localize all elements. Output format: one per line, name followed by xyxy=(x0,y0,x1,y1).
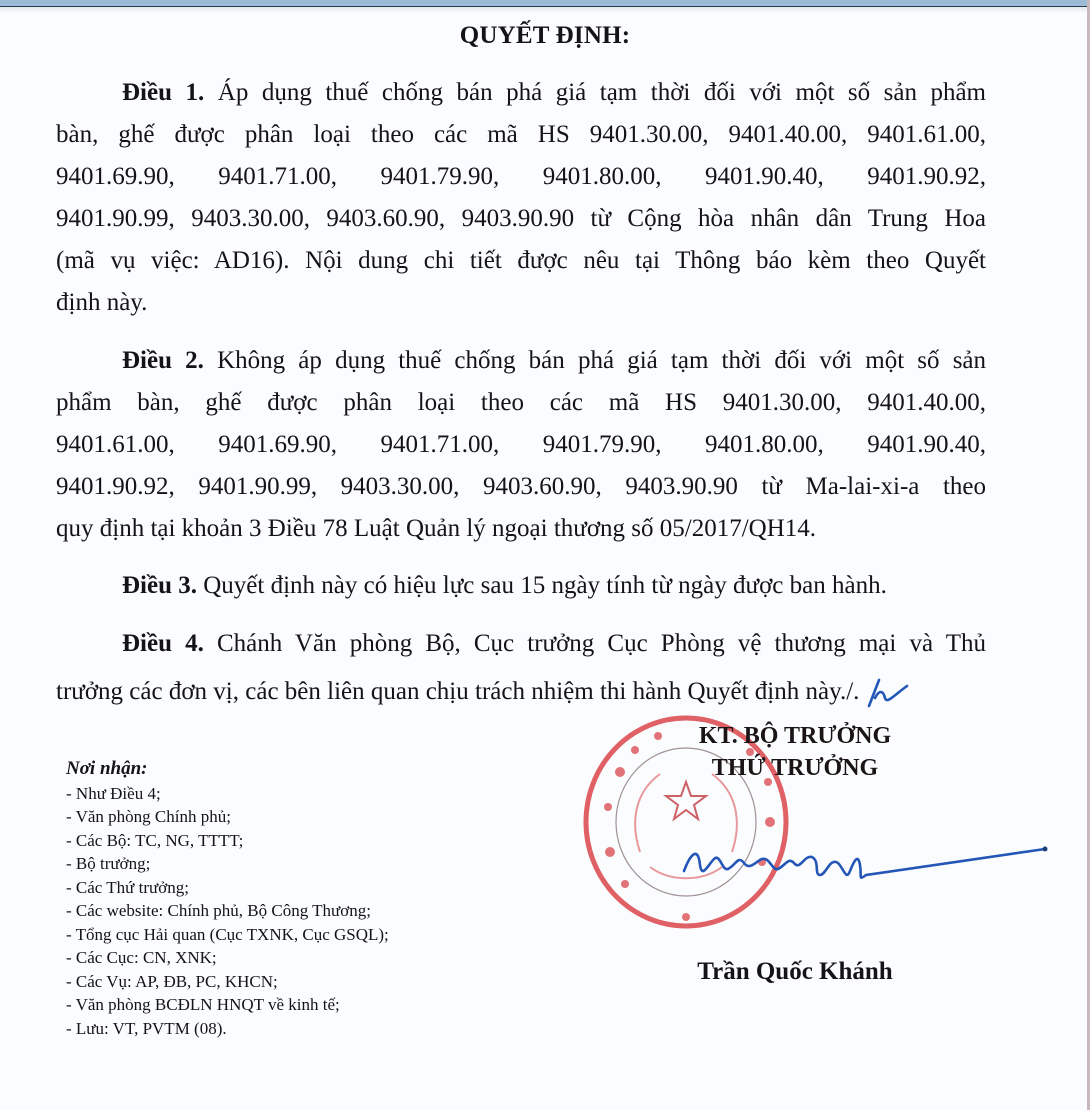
article-label: Điều 4. xyxy=(122,630,204,657)
top-shadow xyxy=(0,7,1090,13)
recipient-item: - Như Điều 4; xyxy=(66,783,161,803)
article-line: 9401.90.92, 9401.90.99, 9403.30.00, 9403.60.90, 9403.90.90 từ Ma-lai-xi-a theo xyxy=(56,473,986,500)
article-line: Điều 3. Quyết định này có hiệu lực sau 15 ngày tính từ ngày được ban hành. xyxy=(122,572,887,599)
article-3 xyxy=(56,565,986,607)
article-line: phẩm bàn, ghế được phân loại theo các mã HS 9401.30.00, 9401.40.00, xyxy=(56,389,986,416)
article-line: Điều 1. Áp dụng thuế chống bán phá giá tạm thời đối với một số sản phẩm xyxy=(122,79,987,106)
signer-title-line1: KT. BỘ TRƯỞNG xyxy=(698,723,892,749)
recipient-item: - Văn phòng BCĐLN HNQT về kinh tế; xyxy=(66,995,340,1014)
recipient-item: - Các Cục: CN, XNK; xyxy=(66,948,217,967)
article-label: Điều 3. xyxy=(122,572,197,599)
initial-checkmark-icon xyxy=(863,676,913,710)
article-1 xyxy=(56,72,986,324)
article-label: Điều 1. xyxy=(122,79,205,106)
article-4 xyxy=(56,620,986,716)
article-line: 9401.69.90, 9401.71.00, 9401.79.90, 9401.80.00, 9401.90.40, 9401.90.92, xyxy=(56,163,986,190)
article-line: Điều 4. Chánh Văn phòng Bộ, Cục trưởng Cục Phòng vệ thương mại và Thủ xyxy=(122,630,987,657)
recipients-heading: Nơi nhận: xyxy=(66,758,148,779)
article-line: Điều 2. Không áp dụng thuế chống bán phá giá tạm thời đối với một số sản xyxy=(122,347,987,374)
article-line: (mã vụ việc: AD16). Nội dung chi tiết được nêu tại Thông báo kèm theo Quyết xyxy=(56,247,986,274)
recipient-item: - Bộ trưởng; xyxy=(66,854,151,873)
article-label: Điều 2. xyxy=(122,347,204,374)
article-line: 9401.90.99, 9403.30.00, 9403.60.90, 9403.90.90 từ Cộng hòa nhân dân Trung Hoa xyxy=(56,205,986,232)
recipient-item: - Văn phòng Chính phủ; xyxy=(66,807,231,826)
recipients-list xyxy=(66,757,389,1040)
article-line: trưởng các đơn vị, các bên liên quan chịu trách nhiệm thi hành Quyết định này./. xyxy=(56,668,986,716)
signer-title-line2: THỨ TRƯỞNG xyxy=(711,755,879,781)
article-line: định này. xyxy=(56,289,148,316)
recipient-item: - Các Vụ: AP, ĐB, PC, KHCN; xyxy=(66,971,278,991)
article-line: bàn, ghế được phân loại theo các mã HS 9401.30.00, 9401.40.00, 9401.61.00, xyxy=(56,121,986,148)
handwritten-signature-icon xyxy=(680,835,1050,895)
article-line: quy định tại khoản 3 Điều 78 Luật Quản lý ngoại thương số 05/2017/QH14. xyxy=(56,515,817,542)
article-2 xyxy=(56,340,986,550)
recipient-item: - Các Bộ: TC, NG, TTTT; xyxy=(66,830,244,850)
recipient-item: - Lưu: VT, PVTM (08). xyxy=(66,1018,227,1038)
recipient-item: - Các website: Chính phủ, Bộ Công Thương; xyxy=(66,901,371,920)
article-line: 9401.61.00, 9401.69.90, 9401.71.00, 9401.79.90, 9401.80.00, 9401.90.40, xyxy=(56,431,986,458)
recipient-item: - Tổng cục Hải quan (Cục TXNK, Cục GSQL); xyxy=(66,924,389,944)
recipient-item: - Các Thứ trưởng; xyxy=(66,877,189,897)
signer-name: Trần Quốc Khánh xyxy=(697,958,893,985)
signer-title-block xyxy=(640,720,950,784)
document-title: QUYẾT ĐỊNH: xyxy=(459,22,631,49)
window-top-bar xyxy=(0,0,1090,7)
